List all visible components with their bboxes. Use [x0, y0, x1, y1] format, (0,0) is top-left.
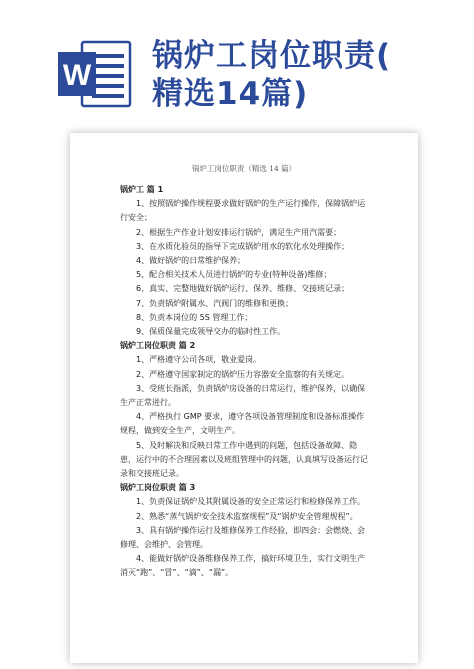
list-item: 9、保质保量完成领导交办的临时性工作。	[136, 327, 286, 337]
list-item: 7、负责锅炉附属水、汽阀门的维修和更换；	[136, 298, 294, 308]
list-item: 5、配合相关技术人员进行锅炉的专业(特种设备)维修；	[136, 270, 332, 280]
section-heading: 锅炉工岗位职责 篇 3	[120, 483, 196, 493]
list-item: 8、负责本岗位的 5S 管理工作；	[136, 312, 253, 322]
list-item: 2、严格遵守国家制定的锅炉压力容器安全监察的有关规定。	[136, 369, 350, 379]
list-item: 5、及时解决和反映日常工作中遇到的问题，包括设备故障、隐患，运行中的不合理因素以及班组管理中的问题，认真填写设备运行记录和交接班记录。	[120, 440, 368, 479]
list-item: 3、在水质化验员的指导下完成锅炉用水的软化水处理操作；	[136, 241, 350, 251]
banner-header	[0, 0, 474, 125]
document-title-line-2: 精选14篇)	[152, 76, 309, 112]
list-item: 6、真实、完整地做好锅炉运行、保养、维修、交接班记录；	[136, 284, 350, 294]
section-heading: 锅炉工 篇 1	[120, 185, 164, 194]
document-title-line-1: 锅炉工岗位职责(	[152, 38, 392, 74]
document-body	[120, 183, 368, 581]
list-item: 2、根据生产作业计划安排运行锅炉，满足生产用汽需要；	[136, 227, 342, 237]
list-item: 3、具有锅炉操作运行及维修保养工作经验，即四会：会燃烧、会修理、会维护、会管理。	[120, 525, 366, 550]
list-item: 4、严格执行 GMP 要求，遵守各项设备管理制度和设备标准操作规程，做到安全生产，文明生产。	[120, 412, 365, 436]
list-item: 1、按照锅炉操作规程要求做好锅炉的生产运行操作，保障锅炉运行安全；	[120, 199, 366, 223]
section-heading: 锅炉工岗位职责 篇 2	[120, 341, 196, 351]
list-item: 4、能做好锅炉设备维修保养工作，搞好环境卫生，实行文明生产消灭“跑”、“冒”、“滴”、“漏”。	[120, 554, 366, 578]
list-item: 2、熟悉“蒸气锅炉安全技术监察规程”及“锅炉安全管理规程”。	[136, 511, 358, 521]
list-item: 1、负责保证锅炉及其附属设备的安全正常运行和检修保养工作。	[136, 497, 366, 507]
document-page	[70, 133, 418, 663]
running-header: 锅炉工岗位职责（精选 14 篇）	[191, 164, 297, 173]
list-item: 3、受班长指派，负责锅炉房设备的日常运行，维护保养，以确保生产正常进行。	[120, 383, 366, 408]
svg-text:W: W	[62, 59, 92, 92]
list-item: 4、做好锅炉的日常维护保养；	[136, 256, 246, 266]
list-item: 1、严格遵守公司各项，敬业爱岗。	[136, 355, 262, 365]
word-document-icon	[58, 40, 132, 108]
